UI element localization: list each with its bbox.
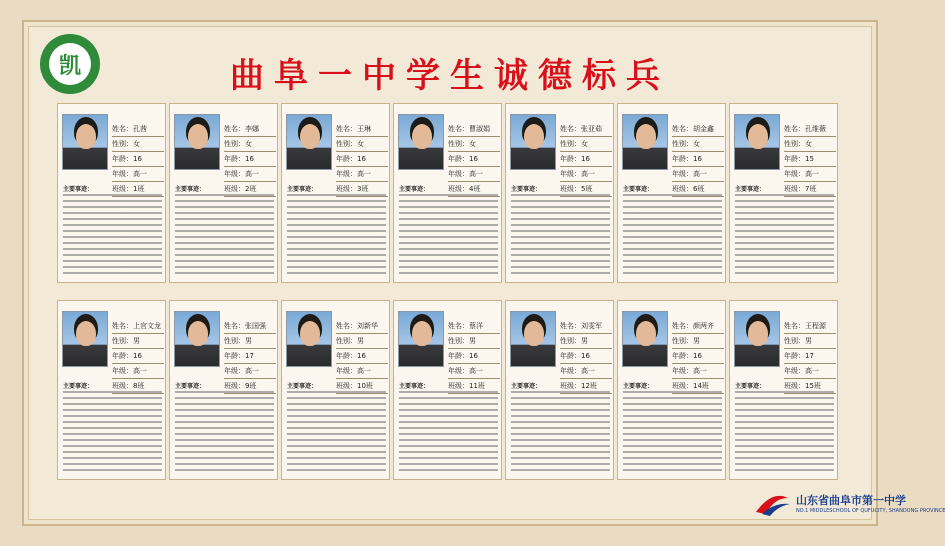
field-label: 年级： <box>336 170 357 178</box>
field-label: 班级： <box>224 185 245 193</box>
field-label: 年龄： <box>336 155 357 163</box>
deeds-heading: 主要事迹： <box>399 383 430 390</box>
field-value: 孔茜 <box>133 125 147 133</box>
student-name <box>672 319 724 334</box>
field-value: 17 <box>245 352 254 360</box>
student-age <box>224 152 276 167</box>
field-value: 曹淑娟 <box>469 125 490 133</box>
student-grade <box>784 167 836 182</box>
student-photo <box>62 311 108 367</box>
field-value: 高一 <box>805 367 819 375</box>
student-gender <box>672 137 724 152</box>
student-card <box>281 103 390 283</box>
deeds-heading: 主要事迹： <box>287 186 318 193</box>
field-value: 5班 <box>581 185 593 193</box>
field-label: 年龄： <box>560 155 581 163</box>
deeds-heading: 主要事迹： <box>623 383 654 390</box>
field-value: 17 <box>805 352 814 360</box>
deeds-heading: 主要事迹： <box>63 383 94 390</box>
student-gender <box>112 334 164 349</box>
student-gender <box>112 137 164 152</box>
student-card <box>729 300 838 480</box>
field-label: 年龄： <box>672 155 693 163</box>
student-photo <box>398 114 444 170</box>
deeds-text-block <box>287 391 386 475</box>
logo-emblem: 凯 <box>49 43 91 85</box>
student-gender <box>560 137 612 152</box>
field-value: 16 <box>693 352 702 360</box>
field-value: 16 <box>245 155 254 163</box>
student-photo <box>174 114 220 170</box>
field-value: 刘新华 <box>357 322 378 330</box>
student-name <box>784 122 836 137</box>
field-label: 年级： <box>672 367 693 375</box>
student-name <box>336 122 388 137</box>
student-info <box>224 319 276 394</box>
field-value: 王琳 <box>357 125 371 133</box>
field-label: 班级： <box>448 382 469 390</box>
deeds-heading: 主要事迹： <box>623 186 654 193</box>
student-grade <box>336 167 388 182</box>
student-photo <box>286 311 332 367</box>
school-name-en: NO.1 MIDDLESCHOOL OF QUFUCITY, SHANDONG PROVINCE <box>796 508 945 514</box>
field-label: 年龄： <box>224 352 245 360</box>
student-grade <box>224 167 276 182</box>
field-label: 年龄： <box>448 155 469 163</box>
student-age <box>784 349 836 364</box>
field-value: 7班 <box>805 185 817 193</box>
field-label: 年龄： <box>448 352 469 360</box>
field-value: 16 <box>693 155 702 163</box>
field-label: 性别： <box>224 337 245 345</box>
student-gender <box>448 137 500 152</box>
student-row-top <box>57 103 838 283</box>
student-age <box>112 349 164 364</box>
field-value: 15班 <box>805 382 821 390</box>
field-label: 年级： <box>224 170 245 178</box>
field-value: 女 <box>133 140 140 148</box>
student-card <box>57 103 166 283</box>
student-age <box>336 349 388 364</box>
student-grade <box>672 364 724 379</box>
school-name-cn: 山东省曲阜市第一中学 <box>796 494 906 507</box>
field-label: 姓名： <box>224 322 245 330</box>
deeds-heading: 主要事迹： <box>287 383 318 390</box>
student-card <box>169 103 278 283</box>
field-label: 班级： <box>672 382 693 390</box>
student-photo <box>398 311 444 367</box>
student-name <box>112 319 164 334</box>
field-label: 姓名： <box>336 125 357 133</box>
field-label: 年龄： <box>112 155 133 163</box>
field-label: 姓名： <box>112 322 133 330</box>
field-value: 男 <box>805 337 812 345</box>
deeds-text-block <box>63 194 162 278</box>
field-value: 高一 <box>245 367 259 375</box>
student-name <box>560 319 612 334</box>
field-label: 年级： <box>784 170 805 178</box>
field-value: 16 <box>357 352 366 360</box>
field-label: 性别： <box>224 140 245 148</box>
field-label: 性别： <box>784 337 805 345</box>
field-value: 上官文龙 <box>133 322 161 330</box>
field-label: 年龄： <box>672 352 693 360</box>
field-label: 年级： <box>672 170 693 178</box>
field-label: 年龄： <box>784 352 805 360</box>
field-label: 班级： <box>224 382 245 390</box>
student-age <box>224 349 276 364</box>
deeds-heading: 主要事迹： <box>511 383 542 390</box>
deeds-text-block <box>175 391 274 475</box>
deeds-text-block <box>623 194 722 278</box>
field-value: 高一 <box>469 170 483 178</box>
student-photo <box>174 311 220 367</box>
page-title: 曲阜一中学生诚德标兵 <box>230 56 670 96</box>
field-label: 班级： <box>784 185 805 193</box>
field-value: 男 <box>245 337 252 345</box>
field-value: 女 <box>581 140 588 148</box>
student-age <box>448 349 500 364</box>
field-label: 姓名： <box>448 125 469 133</box>
field-value: 刘雯军 <box>581 322 602 330</box>
field-label: 班级： <box>112 382 133 390</box>
field-value: 蔡洋 <box>469 322 483 330</box>
deeds-heading: 主要事迹： <box>175 186 206 193</box>
field-label: 年级： <box>560 367 581 375</box>
student-info <box>224 122 276 197</box>
field-value: 6班 <box>693 185 705 193</box>
field-label: 年龄： <box>224 155 245 163</box>
field-label: 性别： <box>784 140 805 148</box>
deeds-text-block <box>399 194 498 278</box>
student-grade <box>448 167 500 182</box>
field-label: 年龄： <box>336 352 357 360</box>
student-age <box>672 152 724 167</box>
field-label: 性别： <box>336 337 357 345</box>
student-gender <box>336 137 388 152</box>
field-value: 张国强 <box>245 322 266 330</box>
student-photo <box>622 114 668 170</box>
student-card <box>617 103 726 283</box>
student-card <box>281 300 390 480</box>
deeds-heading: 主要事迹： <box>735 186 766 193</box>
field-label: 姓名： <box>448 322 469 330</box>
field-label: 班级： <box>112 185 133 193</box>
student-name <box>448 122 500 137</box>
field-value: 16 <box>133 155 142 163</box>
student-age <box>448 152 500 167</box>
field-label: 姓名： <box>672 125 693 133</box>
student-photo <box>622 311 668 367</box>
student-name <box>448 319 500 334</box>
student-info <box>448 122 500 197</box>
field-label: 姓名： <box>672 322 693 330</box>
field-value: 女 <box>245 140 252 148</box>
student-name <box>560 122 612 137</box>
field-label: 性别： <box>672 337 693 345</box>
student-age <box>784 152 836 167</box>
deeds-text-block <box>511 194 610 278</box>
field-value: 男 <box>133 337 140 345</box>
field-value: 16 <box>581 352 590 360</box>
field-value: 3班 <box>357 185 369 193</box>
field-label: 年级： <box>112 170 133 178</box>
field-label: 姓名： <box>784 322 805 330</box>
student-age <box>672 349 724 364</box>
student-gender <box>560 334 612 349</box>
field-label: 班级： <box>672 185 693 193</box>
student-info <box>784 122 836 197</box>
student-age <box>560 152 612 167</box>
field-label: 姓名： <box>224 125 245 133</box>
field-label: 姓名： <box>560 322 581 330</box>
field-value: 11班 <box>469 382 485 390</box>
student-photo <box>510 114 556 170</box>
field-value: 14班 <box>693 382 709 390</box>
field-value: 女 <box>469 140 476 148</box>
field-label: 班级： <box>560 185 581 193</box>
field-label: 性别： <box>448 337 469 345</box>
field-label: 姓名： <box>112 125 133 133</box>
field-value: 4班 <box>469 185 481 193</box>
field-value: 高一 <box>805 170 819 178</box>
field-value: 16 <box>469 352 478 360</box>
student-gender <box>448 334 500 349</box>
student-info <box>784 319 836 394</box>
field-value: 2班 <box>245 185 257 193</box>
field-label: 年龄： <box>784 155 805 163</box>
field-label: 性别： <box>560 140 581 148</box>
field-value: 1班 <box>133 185 145 193</box>
field-label: 年级： <box>784 367 805 375</box>
field-value: 高一 <box>581 170 595 178</box>
field-value: 王程源 <box>805 322 826 330</box>
deeds-text-block <box>735 194 834 278</box>
student-info <box>336 122 388 197</box>
field-value: 孔维薇 <box>805 125 826 133</box>
student-card <box>729 103 838 283</box>
student-info <box>112 122 164 197</box>
student-info <box>560 319 612 394</box>
student-photo <box>734 114 780 170</box>
field-value: 男 <box>693 337 700 345</box>
deeds-text-block <box>287 194 386 278</box>
field-value: 高一 <box>581 367 595 375</box>
deeds-text-block <box>399 391 498 475</box>
student-info <box>672 319 724 394</box>
deeds-heading: 主要事迹： <box>511 186 542 193</box>
field-value: 16 <box>581 155 590 163</box>
student-name <box>112 122 164 137</box>
field-value: 男 <box>357 337 364 345</box>
student-name <box>672 122 724 137</box>
student-gender <box>336 334 388 349</box>
student-row-bottom <box>57 300 838 480</box>
field-label: 年级： <box>224 367 245 375</box>
student-grade <box>224 364 276 379</box>
field-label: 班级： <box>448 185 469 193</box>
field-label: 性别： <box>448 140 469 148</box>
student-card <box>393 103 502 283</box>
student-grade <box>112 364 164 379</box>
student-photo <box>510 311 556 367</box>
field-value: 高一 <box>133 170 147 178</box>
field-value: 9班 <box>245 382 257 390</box>
field-label: 性别： <box>112 140 133 148</box>
deeds-heading: 主要事迹： <box>63 186 94 193</box>
field-label: 年级： <box>560 170 581 178</box>
field-label: 年级： <box>336 367 357 375</box>
field-value: 16 <box>133 352 142 360</box>
student-info <box>336 319 388 394</box>
deeds-heading: 主要事迹： <box>399 186 430 193</box>
field-value: 高一 <box>693 367 707 375</box>
field-label: 性别： <box>560 337 581 345</box>
student-gender <box>224 137 276 152</box>
field-value: 10班 <box>357 382 373 390</box>
student-card <box>393 300 502 480</box>
field-label: 姓名： <box>560 125 581 133</box>
field-value: 16 <box>469 155 478 163</box>
student-info <box>112 319 164 394</box>
student-grade <box>336 364 388 379</box>
student-name <box>224 319 276 334</box>
field-value: 8班 <box>133 382 145 390</box>
student-card <box>617 300 726 480</box>
student-card <box>505 103 614 283</box>
field-label: 班级： <box>336 185 357 193</box>
field-value: 李娜 <box>245 125 259 133</box>
student-age <box>336 152 388 167</box>
student-card <box>57 300 166 480</box>
student-info <box>448 319 500 394</box>
field-label: 性别： <box>336 140 357 148</box>
field-label: 班级： <box>336 382 357 390</box>
field-value: 15 <box>805 155 814 163</box>
field-value: 高一 <box>469 367 483 375</box>
student-grade <box>560 167 612 182</box>
student-grade <box>784 364 836 379</box>
deeds-text-block <box>175 194 274 278</box>
student-name <box>784 319 836 334</box>
student-name <box>224 122 276 137</box>
field-value: 高一 <box>133 367 147 375</box>
field-value: 张亚茹 <box>581 125 602 133</box>
deeds-heading: 主要事迹： <box>175 383 206 390</box>
field-label: 年龄： <box>560 352 581 360</box>
field-value: 胡金鑫 <box>693 125 714 133</box>
field-value: 高一 <box>357 367 371 375</box>
field-value: 12班 <box>581 382 597 390</box>
student-grade <box>448 364 500 379</box>
student-name <box>336 319 388 334</box>
field-value: 男 <box>469 337 476 345</box>
field-label: 年龄： <box>112 352 133 360</box>
student-age <box>560 349 612 364</box>
field-label: 班级： <box>560 382 581 390</box>
deeds-text-block <box>735 391 834 475</box>
student-card <box>505 300 614 480</box>
field-value: 女 <box>805 140 812 148</box>
field-label: 性别： <box>672 140 693 148</box>
field-value: 女 <box>693 140 700 148</box>
school-emblem-icon <box>752 488 792 518</box>
field-label: 性别： <box>112 337 133 345</box>
student-info <box>672 122 724 197</box>
field-value: 高一 <box>245 170 259 178</box>
field-label: 班级： <box>784 382 805 390</box>
student-age <box>112 152 164 167</box>
field-label: 姓名： <box>784 125 805 133</box>
field-label: 年级： <box>112 367 133 375</box>
field-value: 高一 <box>357 170 371 178</box>
student-grade <box>112 167 164 182</box>
field-value: 男 <box>581 337 588 345</box>
field-value: 高一 <box>693 170 707 178</box>
deeds-text-block <box>63 391 162 475</box>
deeds-text-block <box>511 391 610 475</box>
student-card <box>169 300 278 480</box>
field-label: 年级： <box>448 170 469 178</box>
student-grade <box>560 364 612 379</box>
field-value: 女 <box>357 140 364 148</box>
student-info <box>560 122 612 197</box>
student-gender <box>784 334 836 349</box>
student-photo <box>734 311 780 367</box>
deeds-text-block <box>623 391 722 475</box>
field-label: 姓名： <box>336 322 357 330</box>
field-value: 颜两齐 <box>693 322 714 330</box>
field-label: 年级： <box>448 367 469 375</box>
student-photo <box>286 114 332 170</box>
student-grade <box>672 167 724 182</box>
student-gender <box>224 334 276 349</box>
student-gender <box>672 334 724 349</box>
student-photo <box>62 114 108 170</box>
deeds-heading: 主要事迹： <box>735 383 766 390</box>
student-gender <box>784 137 836 152</box>
field-value: 16 <box>357 155 366 163</box>
